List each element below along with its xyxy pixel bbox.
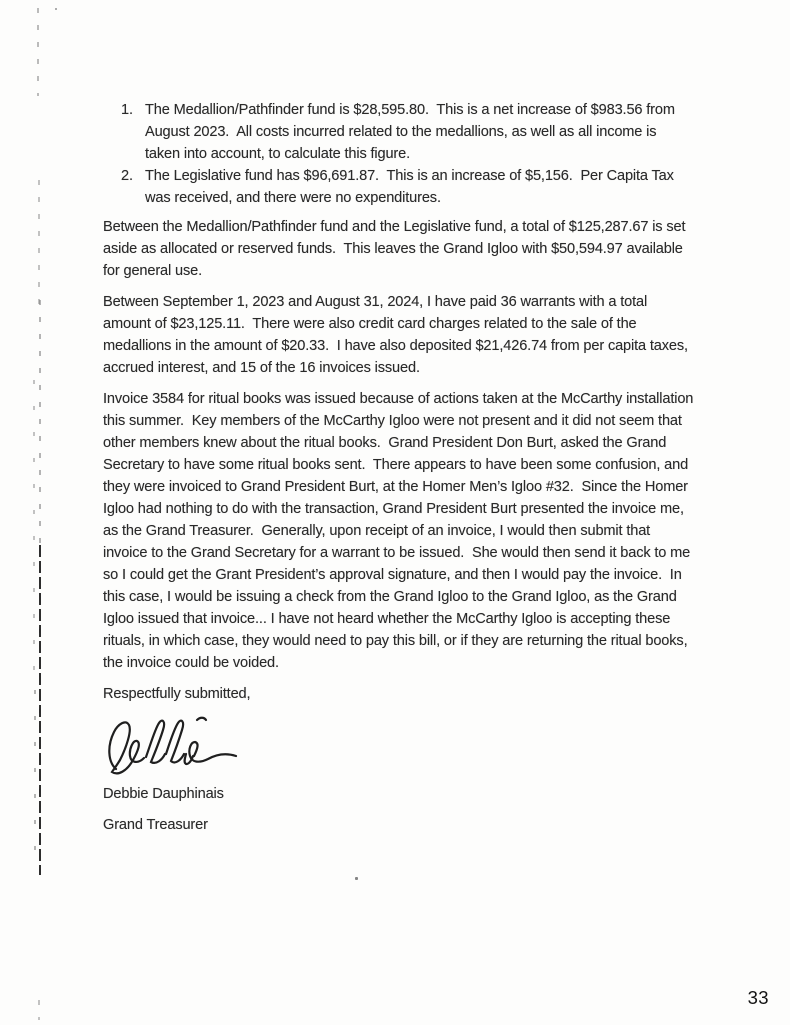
paragraph-funds-total: Between the Medallion/Pathfinder fund and the Legislative fund, a total of $125,287.67 is set aside as allocated or reserved funds. This leaves the Grand Igloo with $50,594.97 available for general use.	[103, 219, 690, 279]
paragraph-warrants-deposits: Between September 1, 2023 and August 31, 2024, I have paid 36 warrants with a total amount of $23,125.11. There were also credit card charges related to the sale of the medallions in the amount of $20.33. I have also deposited $21,426.74 from per capita taxes, accrued interest, and 15 of the 16 invoices issued.	[103, 294, 692, 376]
list-item-number: 2.	[121, 168, 133, 184]
signer-name: Debbie Dauphinais	[103, 786, 224, 802]
signer-title: Grand Treasurer	[103, 817, 208, 833]
list-item	[103, 99, 695, 165]
scan-artifact	[55, 8, 57, 10]
list-item-number: 1.	[121, 102, 133, 118]
scan-artifact	[38, 180, 40, 310]
list-item	[103, 165, 695, 209]
scan-artifact	[39, 300, 41, 555]
scan-artifact	[37, 8, 39, 96]
list-item-text: The Legislative fund has $96,691.87. This is an increase of $5,156. Per Capita Tax was received, and there were no expenditures.	[145, 168, 678, 206]
scan-artifact	[38, 1000, 40, 1020]
letter-body	[103, 99, 698, 845]
page-number: 33	[747, 987, 769, 1008]
paragraph-invoice-3584: Invoice 3584 for ritual books was issued because of actions taken at the McCarthy installation this summer. Key members of the McCarthy Igloo were not present and it did not seem that other members knew about the ritual books. Grand President Don Burt, asked the Grand Secretary to have some ritual books sent. There appears to have been some confusion, and they were invoiced to Grand President Burt, at the Homer Men’s Igloo #32. Since the Homer Igloo had nothing to do with the transaction, Grand President Burt presented the invoice me, as the Grand Treasurer. Generally, upon receipt of an invoice, I would then submit that invoice to the Grand Secretary for a warrant to be issued. She would then send it back to me so I could get the Grant President’s approval signature, and then I would pay the invoice. In this case, I would be issuing a check from the Grand Igloo to the Grand Igloo, as the Grand Igloo issued that invoice... I have not heard whether the McCarthy Igloo is accepting these rituals, in which case, they would need to pay this bill, or if they are returning the ritual books, the invoice could be voided.	[103, 391, 698, 671]
scan-artifact	[33, 380, 35, 680]
scan-artifact	[34, 690, 36, 865]
closing-salutation: Respectfully submitted,	[103, 686, 251, 702]
scan-artifact	[355, 877, 358, 880]
handwritten-signature	[105, 713, 243, 781]
scan-artifact	[39, 545, 41, 875]
list-item-text: The Medallion/Pathfinder fund is $28,595.80. This is a net increase of $983.56 from August 2023. All costs incurred related to the medallions, as well as all income is taken into account, to calculate this figure.	[145, 102, 678, 162]
fund-summary-list	[103, 99, 695, 209]
